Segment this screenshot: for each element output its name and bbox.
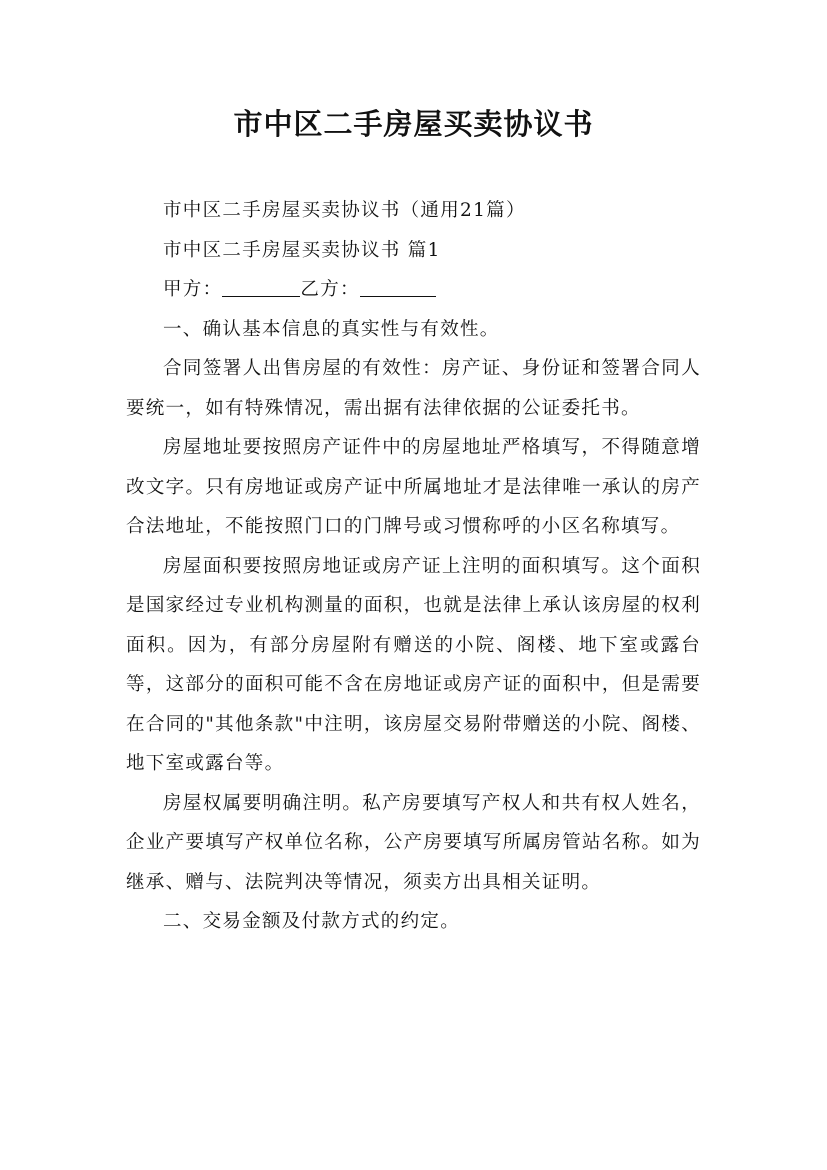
paragraph-signatory-validity: 合同签署人出售房屋的有效性：房产证、身份证和签署合同人要统一，如有特殊情况，需出据有法律依据的公证委托书。 <box>126 358 701 419</box>
party-a-blank <box>222 276 300 297</box>
party-b-blank <box>360 276 436 297</box>
document-subtitle: 市中区二手房屋买卖协议书（通用21篇） <box>163 200 526 221</box>
paragraph-house-ownership: 房屋权属要明确注明。私产房要填写产权人和共有权人姓名，企业产要填写产权单位名称，公产房要填写所属房管站名称。如为继承、赠与、法院判决等情况，须卖方出具相关证明。 <box>126 792 701 893</box>
clause-heading-1: 一、确认基本信息的真实性与有效性。 <box>163 318 500 340</box>
paragraph-house-area: 房屋面积要按照房地证或房产证上注明的面积填写。这个面积是国家经过专业机构测量的面积，也就是法律上承认该房屋的权利面积。因为，有部分房屋附有赠送的小院、阁楼、地下室或露台等，这部分的面积可能不含在房地证或房产证的面积中，但是需要在合同的"其他条款"中注明，该房屋交易附带赠送的小院、阁楼、地下室或露台等。 <box>126 555 701 774</box>
clause-heading-2: 二、交易金额及付款方式的约定。 <box>163 911 461 932</box>
section-heading: 市中区二手房屋买卖协议书 篇1 <box>163 239 441 261</box>
document-body <box>126 191 701 942</box>
party-b-label: 乙方： <box>300 279 360 300</box>
parties-line <box>126 270 701 310</box>
paragraph-house-address: 房屋地址要按照房产证件中的房屋地址严格填写，不得随意增改文字。只有房地证或房产证中所属地址才是法律唯一承认的房产合法地址，不能按照门口的门牌号或习惯称呼的小区名称填写。 <box>126 437 701 537</box>
document-title: 市中区二手房屋买卖协议书 <box>233 107 594 141</box>
party-a-label: 甲方： <box>163 279 223 300</box>
